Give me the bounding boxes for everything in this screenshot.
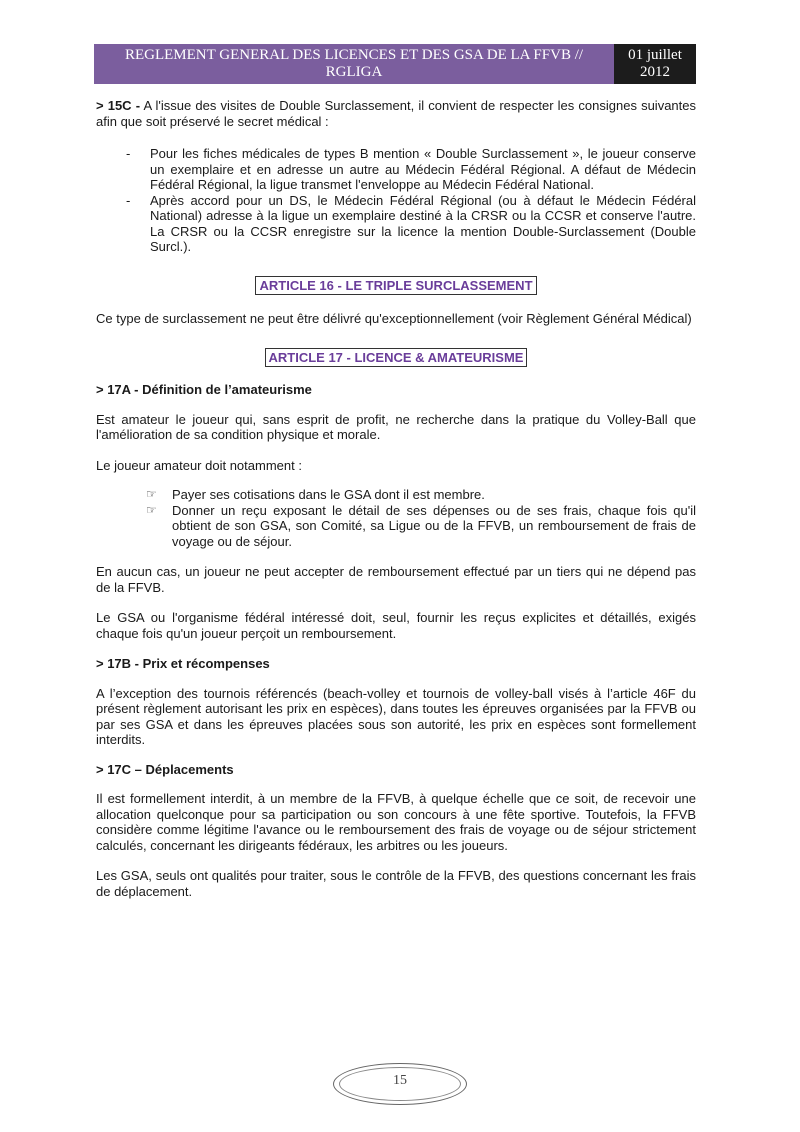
dash-bullet-icon: - — [126, 192, 131, 208]
pointing-hand-icon: ☞ — [146, 487, 157, 501]
list-item-text: Payer ses cotisations dans le GSA dont il est membre. — [172, 487, 485, 502]
section-17b-heading: > 17B - Prix et récompenses — [96, 656, 270, 671]
section-15c-intro-text: A l'issue des visites de Double Surclassement, il convient de respecter les consignes suivantes afin que soit préservé le secret médical : — [96, 98, 696, 129]
header-date-line-1: 01 juillet — [628, 47, 682, 63]
article-16-title: ARTICLE 16 - LE TRIPLE SURCLASSEMENT — [255, 276, 536, 295]
page-content — [96, 98, 696, 899]
section-15c-list — [96, 146, 696, 255]
section-17a-paragraph-4: Le GSA ou l'organisme fédéral intéressé doit, seul, fournir les reçus explicites et détaillés, exigés chaque fois qu'un joueur perçoit un remboursement. — [96, 610, 696, 641]
list-item — [96, 503, 696, 550]
section-17c-paragraph-2: Les GSA, seuls ont qualités pour traiter, sous le contrôle de la FFVB, des questions concernant les frais de déplacement. — [96, 868, 696, 899]
section-17a-heading: > 17A - Définition de l’amateurisme — [96, 382, 312, 397]
article-16-text: Ce type de surclassement ne peut être délivré qu'exceptionnellement (voir Règlement Général Médical) — [96, 310, 692, 326]
header-date-line-2: 2012 — [640, 64, 670, 80]
page-number: 15 — [393, 1073, 407, 1088]
list-item-text: Pour les fiches médicales de types B mention « Double Surclassement », le joueur conserve un exemplaire et en adresse un autre au Médecin Fédéral Régional. A défaut de Médecin Fédéral Régional, la ligue transmet l'enveloppe au Médecin Fédéral National. — [150, 146, 696, 192]
section-17c-heading: > 17C – Déplacements — [96, 761, 234, 777]
page-header — [94, 44, 696, 84]
page-number-badge — [333, 1063, 467, 1105]
list-item — [96, 146, 696, 193]
list-item-text: Après accord pour un DS, le Médecin Fédéral Régional (ou à défaut le Médecin Fédéral National) adresse à la ligue un exemplaire destiné à la CRSR ou la CCSR et conserve l'autre. La CRSR ou la CCSR enregistre sur la licence la mention Double-Surclassement (Double Surcl.). — [150, 192, 696, 254]
article-17-heading — [96, 348, 696, 367]
section-17b-paragraph-1: A l’exception des tournois référencés (beach-volley et tournois de volley-ball visés à l’article 46F du présent règlement autorisant les prix en espèces), dans toutes les épreuves organisées par la FFVB ou par ses GSA et dans les épreuves placées sous son autorité, les prix en espèces sont formellement interdits. — [96, 685, 696, 747]
header-title-line-2: RGLIGA — [325, 64, 383, 80]
section-17c-paragraph-1: Il est formellement interdit, à un membre de la FFVB, à quelque échelle que ce soit, de recevoir une allocation quelconque pour sa participation ou son concours à une fête sportive. Toutefois, la FFVB considère comme légitime l'avance ou le remboursement des frais de voyage ou de séjour strictement calculés, concernant les dirigeants fédéraux, les arbitres ou les joueurs. — [96, 791, 696, 853]
section-17a-paragraph-1: Est amateur le joueur qui, sans esprit de profit, ne recherche dans la pratique du Volley-Ball que l'amélioration de sa condition physique et morale. — [96, 411, 696, 442]
dash-bullet-icon: - — [126, 146, 131, 161]
article-16-heading — [96, 276, 696, 295]
list-item — [96, 487, 696, 503]
section-15c-label: > 15C - — [96, 98, 141, 113]
section-15c-intro — [96, 98, 696, 129]
list-item — [96, 193, 696, 255]
header-title-line-1: REGLEMENT GENERAL DES LICENCES ET DES GSA DE LA FFVB // — [124, 47, 584, 63]
article-17-title: ARTICLE 17 - LICENCE & AMATEURISME — [265, 348, 528, 367]
header-date — [614, 44, 696, 84]
pointing-hand-icon: ☞ — [146, 502, 157, 517]
list-item-text: Donner un reçu exposant le détail de ses dépenses ou de ses frais, chaque fois qu'il obtient de son GSA, son Comité, sa Ligue ou de la FFVB, un remboursement de frais de voyage ou de séjour. — [172, 502, 696, 549]
section-17a-paragraph-2: Le joueur amateur doit notamment : — [96, 457, 302, 473]
section-17a-paragraph-3: En aucun cas, un joueur ne peut accepter de remboursement effectué par un tiers qui ne dépend pas de la FFVB. — [96, 564, 696, 595]
header-title — [94, 44, 614, 84]
section-17a-list — [96, 487, 696, 549]
